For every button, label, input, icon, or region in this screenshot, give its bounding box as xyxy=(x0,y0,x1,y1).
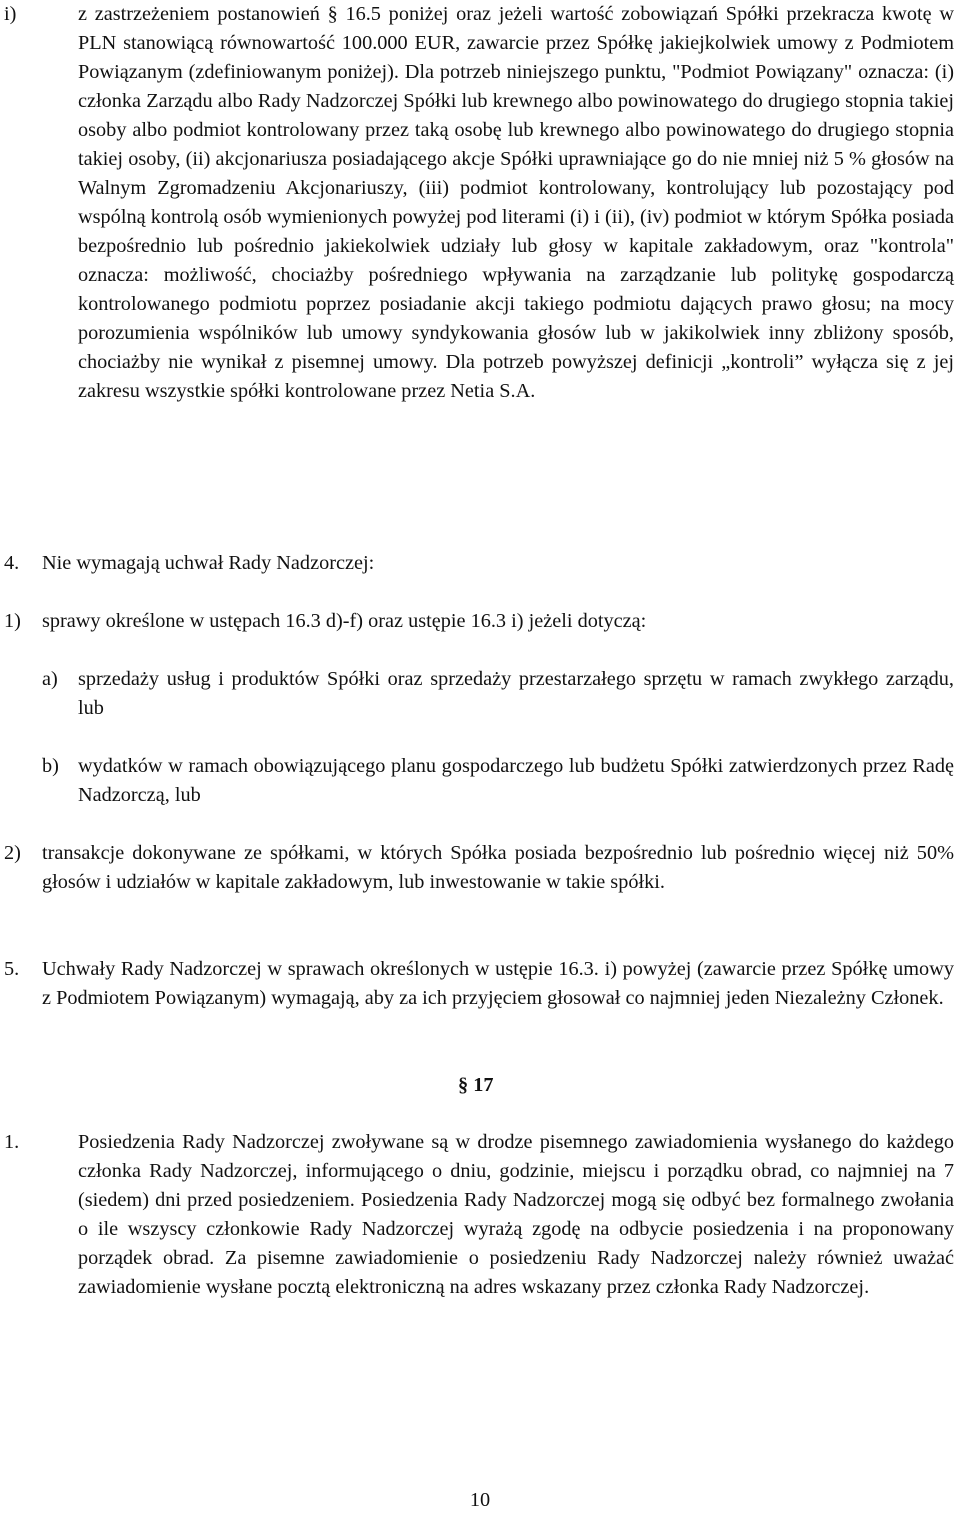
point-5 xyxy=(4,955,954,1013)
point-4-1-text: sprawy określone w ustępach 16.3 d)-f) oraz ustępie 16.3 i) jeżeli dotyczą: xyxy=(42,610,647,632)
point-4-1-b-text: wydatków w ramach obowiązującego planu gospodarczego lub budżetu Spółki zatwierdzonych przez Radę Nadzorczą, lub xyxy=(78,755,954,806)
section-17-point-1-marker: 1. xyxy=(4,1131,20,1153)
point-4-marker: 4. xyxy=(4,552,20,574)
section-17-point-1 xyxy=(4,1128,954,1302)
point-5-text: Uchwały Rady Nadzorczej w sprawach określonych w ustępie 16.3. i) powyżej (zawarcie przez Spółkę umowy z Podmiotem Powiązanym) wymagają, aby za ich przyjęciem głosował co najmniej jeden Niezależny Członek. xyxy=(42,958,954,1009)
point-5-marker: 5. xyxy=(4,958,20,980)
point-4-2-text: transakcje dokonywane ze spółkami, w których Spółka posiada bezpośrednio lub pośrednio więcej niż 50% głosów i udziałów w kapitale zakładowym, lub inwestowanie w takie spółki. xyxy=(42,842,954,893)
point-4-2-marker: 2) xyxy=(4,842,21,864)
point-4-1-a-text: sprzedaży usług i produktów Spółki oraz sprzedaży przestarzałego sprzętu w ramach zwykłego zarządu, lub xyxy=(78,668,954,719)
point-4-1-a-marker: a) xyxy=(42,668,58,690)
point-4-1-a xyxy=(42,665,954,723)
point-4 xyxy=(4,549,954,578)
clause-i-text: z zastrzeżeniem postanowień § 16.5 poniżej oraz jeżeli wartość zobowiązań Spółki przekracza kwotę w PLN stanowiącą równowartość 100.000 EUR, zawarcie przez Spółkę jakiejkolwiek umowy z Podmiotem Powiązanym (zdefiniowanym poniżej). Dla potrzeb niniejszego punktu, "Podmiot Powiązany" oznacza: (i) członka Zarządu albo Rady Nadzorczej Spółki lub krewnego albo powinowatego do drugiego stopnia takiej osoby albo podmiot kontrolowany przez taką osobę lub krewnego albo powinowatego do drugiego stopnia takiej osoby, (ii) akcjonariusza posiadającego akcje Spółki uprawniające go do nie mniej niż 5 % głosów na Walnym Zgromadzeniu Akcjonariuszy, (iii) podmiot kontrolowany, kontrolujący lub pozostający pod wspólną kontrolą osób wymienionych powyżej pod literami (i) i (ii), (iv) podmiot w którym Spółka posiada bezpośrednio lub pośrednio jakiekolwiek udziały lub głosy w kapitale zakładowym, oraz "kontrola" oznacza: możliwość, chociażby pośredniego wpływania na zarządzanie lub politykę gospodarczą kontrolowanego podmiotu poprzez posiadanie akcji takiego podmiotu dających prawo głosu; na mocy porozumienia wspólników lub umowy syndykowania głosów lub w jakikolwiek inny zbliżony sposób, chociażby nie wynikał z pisemnej umowy. Dla potrzeb powyższej definicji „kontroli” wyłącza się z jej zakresu wszystkie spółki kontrolowane przez Netia S.A. xyxy=(78,3,954,402)
point-4-1-b-marker: b) xyxy=(42,755,59,777)
point-4-1 xyxy=(4,607,954,636)
section-17-heading: § 17 xyxy=(458,1074,494,1096)
clause-i xyxy=(4,0,954,406)
clause-i-marker: i) xyxy=(4,3,17,25)
section-17-point-1-text: Posiedzenia Rady Nadzorczej zwoływane są w drodze pisemnego zawiadomienia wysłanego do każdego członka Rady Nadzorczej, informującego o dniu, godzinie, miejscu i porządku obrad, co najmniej na 7 (siedem) dni przed posiedzeniem. Posiedzenia Rady Nadzorczej mogą się odbyć bez formalnego zwołania o ile wszyscy członkowie Rady Nadzorczej wyrażą zgodę na odbycie posiedzenia i na proponowany porządek obrad. Za pisemne zawiadomienie o posiedzeniu Rady Nadzorczej należy również uważać zawiadomienie wysłane pocztą elektroniczną na adres wskazany przez członka Rady Nadzorczej. xyxy=(78,1131,954,1298)
point-4-1-marker: 1) xyxy=(4,610,21,632)
page-number: 10 xyxy=(469,1489,491,1511)
point-4-text: Nie wymagają uchwał Rady Nadzorczej: xyxy=(42,552,375,574)
point-4-2 xyxy=(4,839,954,897)
point-4-1-b xyxy=(42,752,954,810)
